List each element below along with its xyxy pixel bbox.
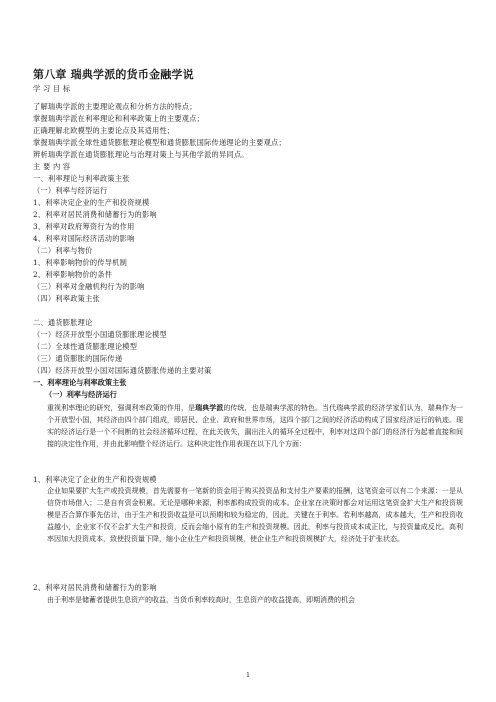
body-paragraph <box>33 595 463 607</box>
toc-item: （四）利率政策主张 <box>33 294 100 303</box>
highlighted-term: 瑞典学派 <box>195 403 224 412</box>
point-heading: 1、利率决定了企业的生产和投资规模 <box>33 475 157 484</box>
objectives-heading: 学 习 目 标 <box>33 84 71 93</box>
paragraph-text: 重视利率理论的研究，强调利率政策的作用，是 <box>47 404 196 412</box>
objective-line: 掌握瑞典学派在利率理论和利率政策上的主要观点； <box>33 114 205 123</box>
contents-heading: 主 要 内 容 <box>33 162 71 171</box>
toc-item: 2、利率对居民消费和储蓄行为的影响 <box>33 210 157 219</box>
chapter-title: 第八章 瑞典学派的货币金融学说 <box>33 68 194 81</box>
toc-item: （四）经济开放型小国对国际通货膨胀传递的主要对策 <box>33 366 212 375</box>
section-heading: 一、利率理论与利率政策主张 <box>33 378 127 387</box>
toc-item: 1、利率决定企业的生产和投资规模 <box>33 198 150 207</box>
paragraph-text: 的传统，也是瑞典学派的特色。当代瑞典学派的经济学家们认为，瑞典作为一个开放型小国，其经济由四个部门组成，即居民、企业、政府和世界市场，这四个部门之间的经济活动构成了国家经济运行的轨迹。现实的经济运行是一个不间断的社会经济循环过程，在此关彼失，漏出注入的循环全过程中，利率对这四个部门的经济行为起着直接和间接的决定性作用，并由此影响整个经济运行。这种决定性作用表现在以下几个方面： <box>47 404 464 448</box>
toc-item: 1、利率影响物价的传导机制 <box>33 258 128 267</box>
objective-line: 正确理解北欧模型的主要论点及其适用性； <box>33 126 175 135</box>
body-paragraph <box>33 402 463 451</box>
objective-line: 掌握瑞典学派全球性通货膨胀理论模型和通货膨胀国际传递理论的主要观点； <box>33 138 286 147</box>
paragraph-text: 企业如果要扩大生产或投资规模，首先需要有一笔新的资金用于购买投资品和支付生产要素的报酬，这笔资金可以有二个来源：一是从信贷市场借入；二是自有资金积累。无论是哪种来源，利率都构成投资的成本。企业家在决策时都会对运用这笔资金扩大生产和投资规模是否合算作事先估计，由于生产和投资收益是可以预期和较为稳定的，因此，关键在于利率。若利率越高，成本越大，生产和投资收益越小，企业家不仅不会扩大生产和投资，反而会缩小原有的生产和投资规模。因此，利率与投资成本成正比，与投资量成反比。高利率因加大投资成本，致使投资量下降，缩小企业生产和投资规模，使企业生产和投资规模扩大，经济处于扩张状态。 <box>47 487 463 543</box>
body-paragraph <box>33 486 463 546</box>
page-number: 1 <box>246 672 250 679</box>
objective-line: 辨析瑞典学派在通货膨胀理论与治理对策上与其他学派的异同点。 <box>33 150 249 159</box>
toc-item: 3、利率对政府筹资行为的作用 <box>33 222 135 231</box>
toc-item: （一）经济开放型小国通货膨胀理论模型 <box>33 330 167 339</box>
toc-part-heading: 二、通货膨胀理论 <box>33 318 93 327</box>
toc-item: （三）通货膨胀的国际传递 <box>33 354 123 363</box>
subsection-heading: （一）利率与经济运行 <box>45 390 117 399</box>
toc-item: （二）全球性通货膨胀理论模型 <box>33 342 138 351</box>
paragraph-text: 由于利率是储蓄者提供生息资产的收益，当货币利率较高时，生息资产的收益提高，即期消费的机会 <box>47 596 355 604</box>
point-heading: 2、利率对居民消费和储蓄行为的影响 <box>33 583 157 592</box>
objective-line: 了解瑞典学派的主要理论观点和分析方法的特点； <box>33 102 197 111</box>
toc-item: （一）利率与经济运行 <box>33 186 108 195</box>
toc-item: 2、利率影响物价的条件 <box>33 270 113 279</box>
toc-item: （三）利率对金融机构行为的影响 <box>33 282 145 291</box>
toc-part-heading: 一、利率理论与利率政策主张 <box>33 174 130 183</box>
toc-item: 4、利率对国际经济活动的影响 <box>33 234 135 243</box>
toc-item: （二）利率与物价 <box>33 246 93 255</box>
